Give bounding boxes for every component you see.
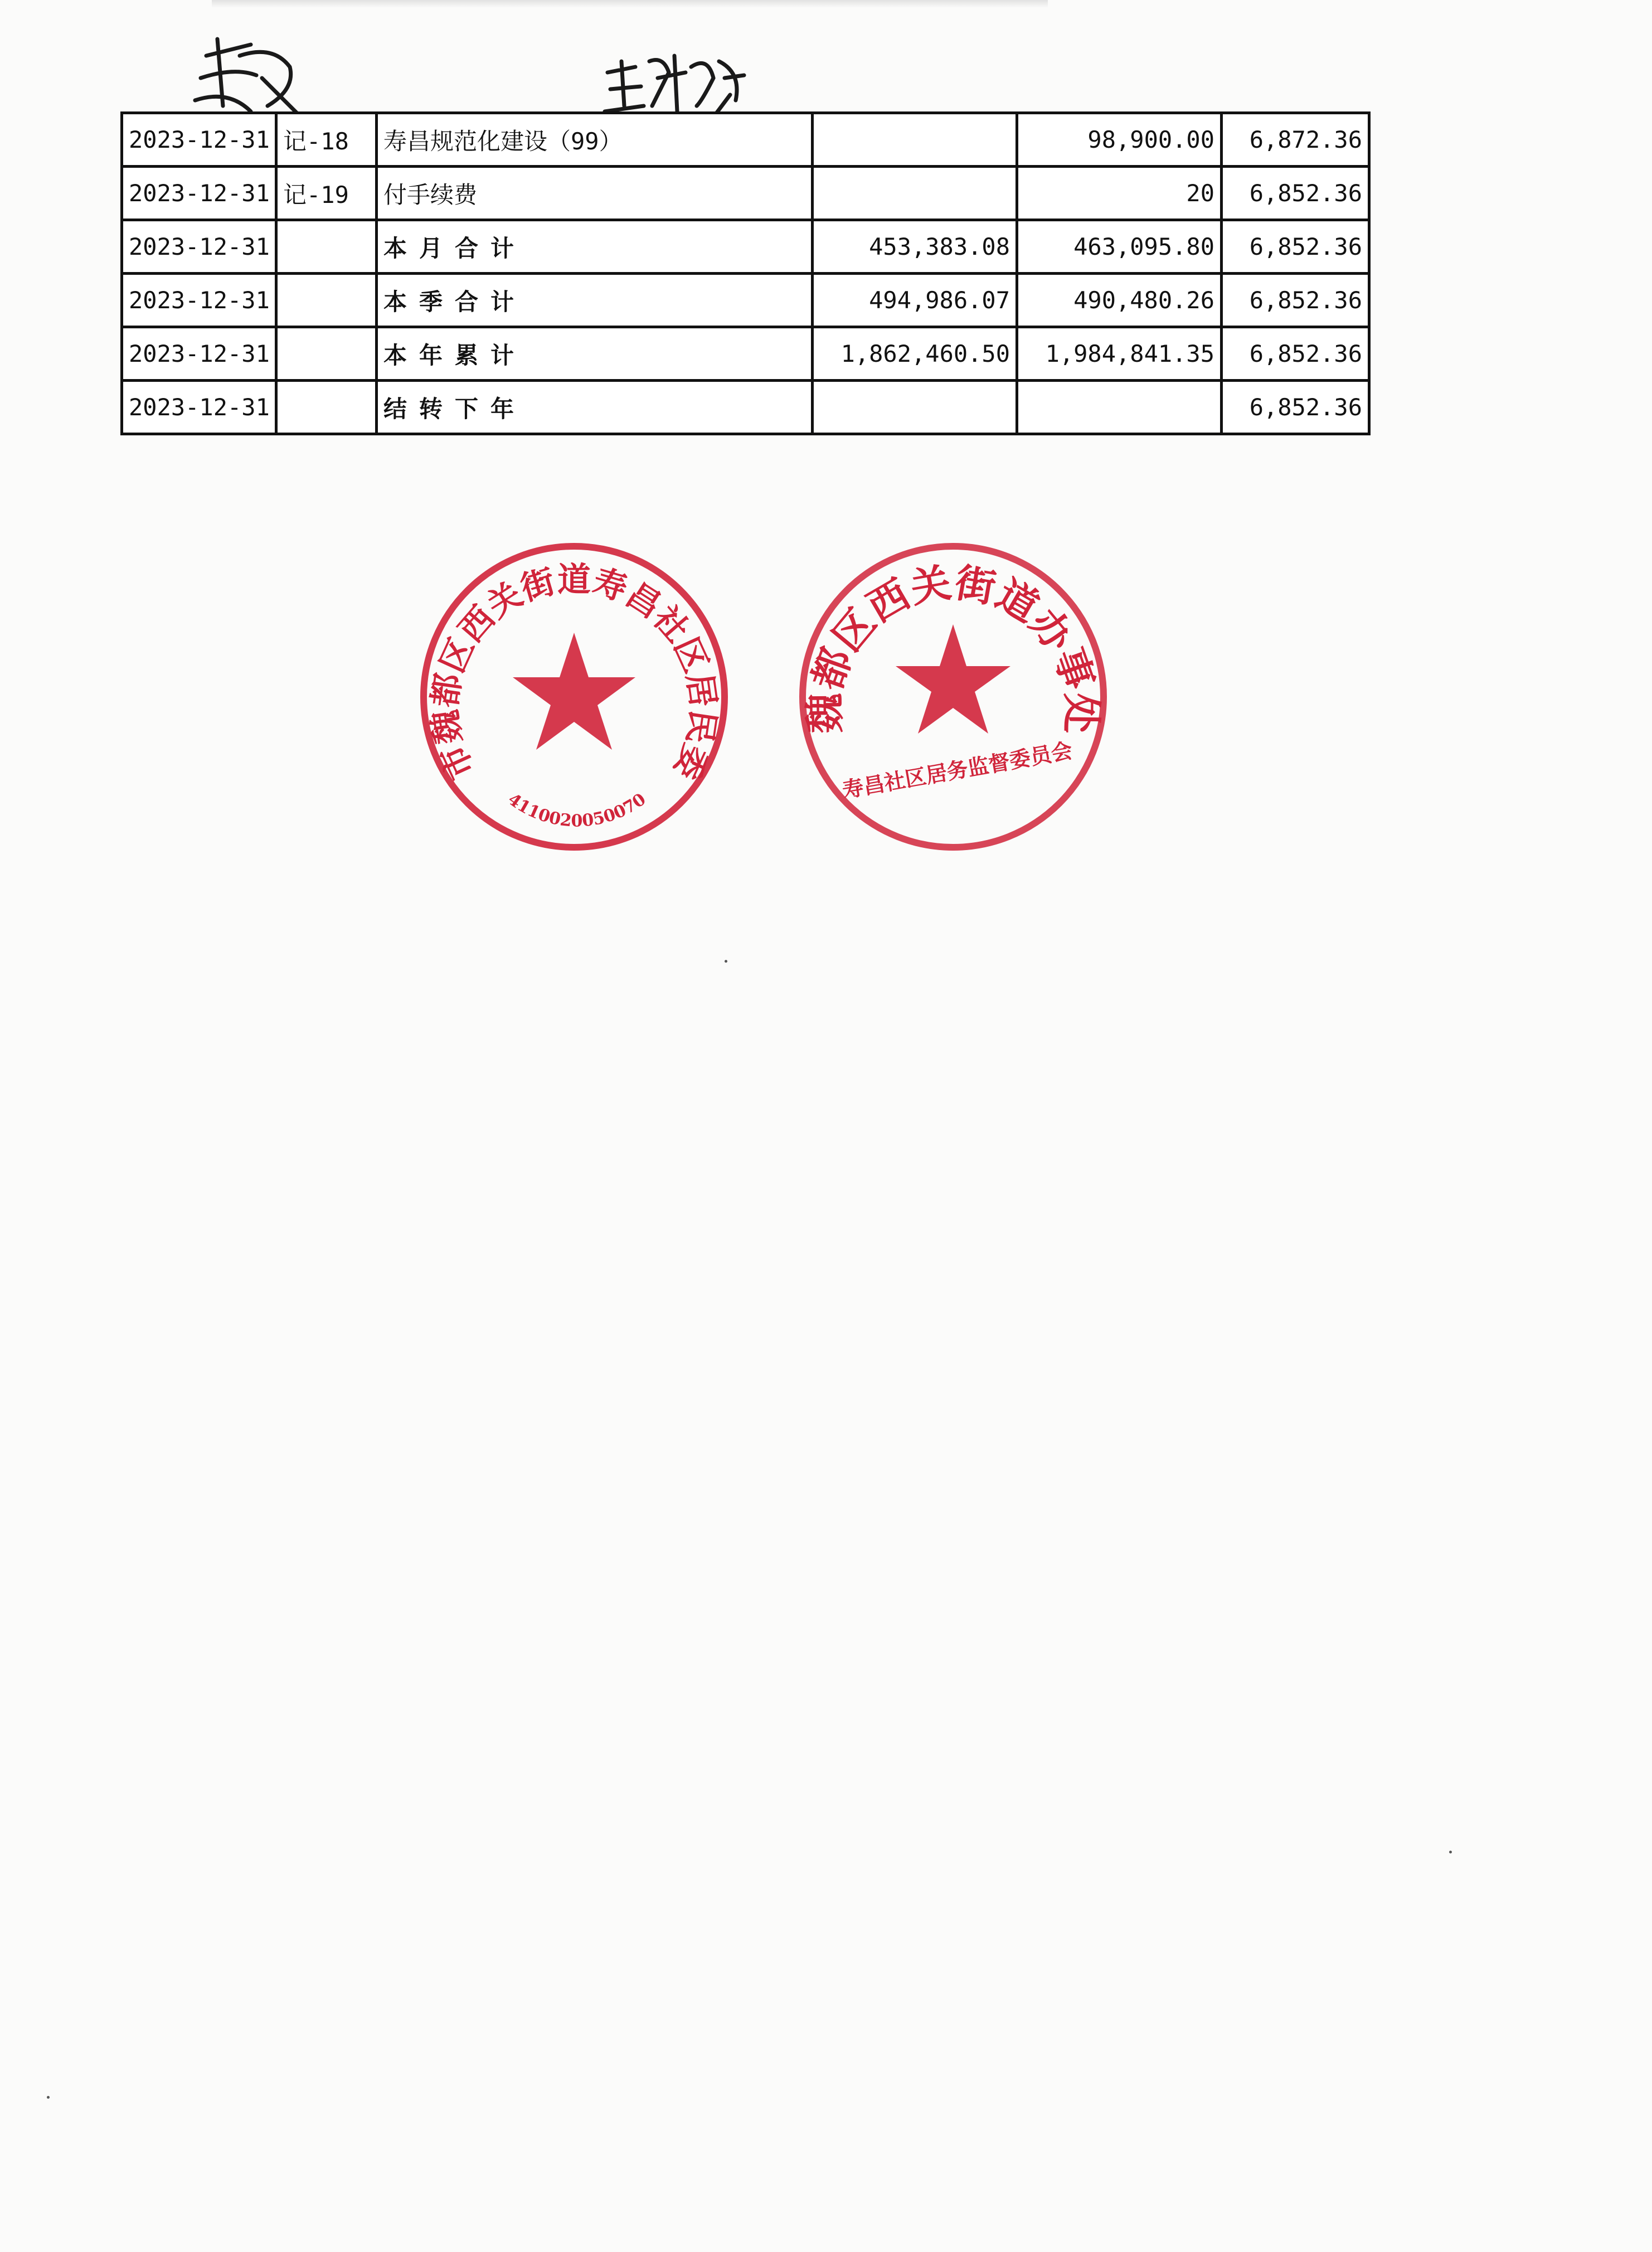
cell-debit: 494,986.07 [813,274,1017,327]
cell-debit [813,113,1017,167]
table-row [122,167,1369,220]
seal-right-text: 魏都区西关街道办事处 [800,558,1106,734]
table-row [122,381,1369,434]
table-row [122,274,1369,327]
seal-right-subtext: 寿昌社区居务监督委员会 [840,737,1075,803]
seal-residents-committee [412,535,736,858]
cell-credit: 463,095.80 [1017,220,1222,274]
seal-left-text: 市魏都区西关街道寿昌社区居民委 [425,560,723,785]
seal-subdistrict-office [791,535,1115,858]
cell-debit: 1,862,460.50 [813,327,1017,381]
cell-voucher: 记-18 [276,113,377,167]
cell-balance: 6,852.36 [1222,220,1369,274]
cell-summary: 本年累计 [377,327,813,381]
cell-debit [813,167,1017,220]
cell-balance: 6,852.36 [1222,167,1369,220]
cell-credit: 1,984,841.35 [1017,327,1222,381]
cell-balance: 6,852.36 [1222,274,1369,327]
cell-date: 2023-12-31 [122,220,276,274]
cell-voucher: 记-19 [276,167,377,220]
cell-credit: 490,480.26 [1017,274,1222,327]
cell-credit: 98,900.00 [1017,113,1222,167]
cell-balance: 6,852.36 [1222,381,1369,434]
table-row [122,113,1369,167]
table-row [122,220,1369,274]
scan-edge-shadow [212,0,1048,8]
cell-date: 2023-12-31 [122,274,276,327]
cell-credit: 20 [1017,167,1222,220]
scan-speck [47,2096,50,2099]
cell-summary: 付手续费 [377,167,813,220]
cell-balance: 6,852.36 [1222,327,1369,381]
cell-debit: 453,383.08 [813,220,1017,274]
cell-summary: 本月合计 [377,220,813,274]
scan-speck [725,960,727,963]
cell-date: 2023-12-31 [122,327,276,381]
cell-date: 2023-12-31 [122,167,276,220]
cell-credit [1017,381,1222,434]
cell-date: 2023-12-31 [122,113,276,167]
cell-voucher [276,274,377,327]
seal-left-code: 4110020050070 [504,789,650,831]
table-row [122,327,1369,381]
cell-voucher [276,381,377,434]
ledger-table [120,111,1371,435]
cell-balance: 6,872.36 [1222,113,1369,167]
cell-date: 2023-12-31 [122,381,276,434]
cell-summary: 本季合计 [377,274,813,327]
cell-summary: 结转下年 [377,381,813,434]
cell-summary: 寿昌规范化建设（99） [377,113,813,167]
cell-voucher [276,220,377,274]
cell-debit [813,381,1017,434]
scan-speck [1449,1851,1452,1853]
star-icon [513,633,635,750]
star-icon [896,624,1010,734]
cell-voucher [276,327,377,381]
